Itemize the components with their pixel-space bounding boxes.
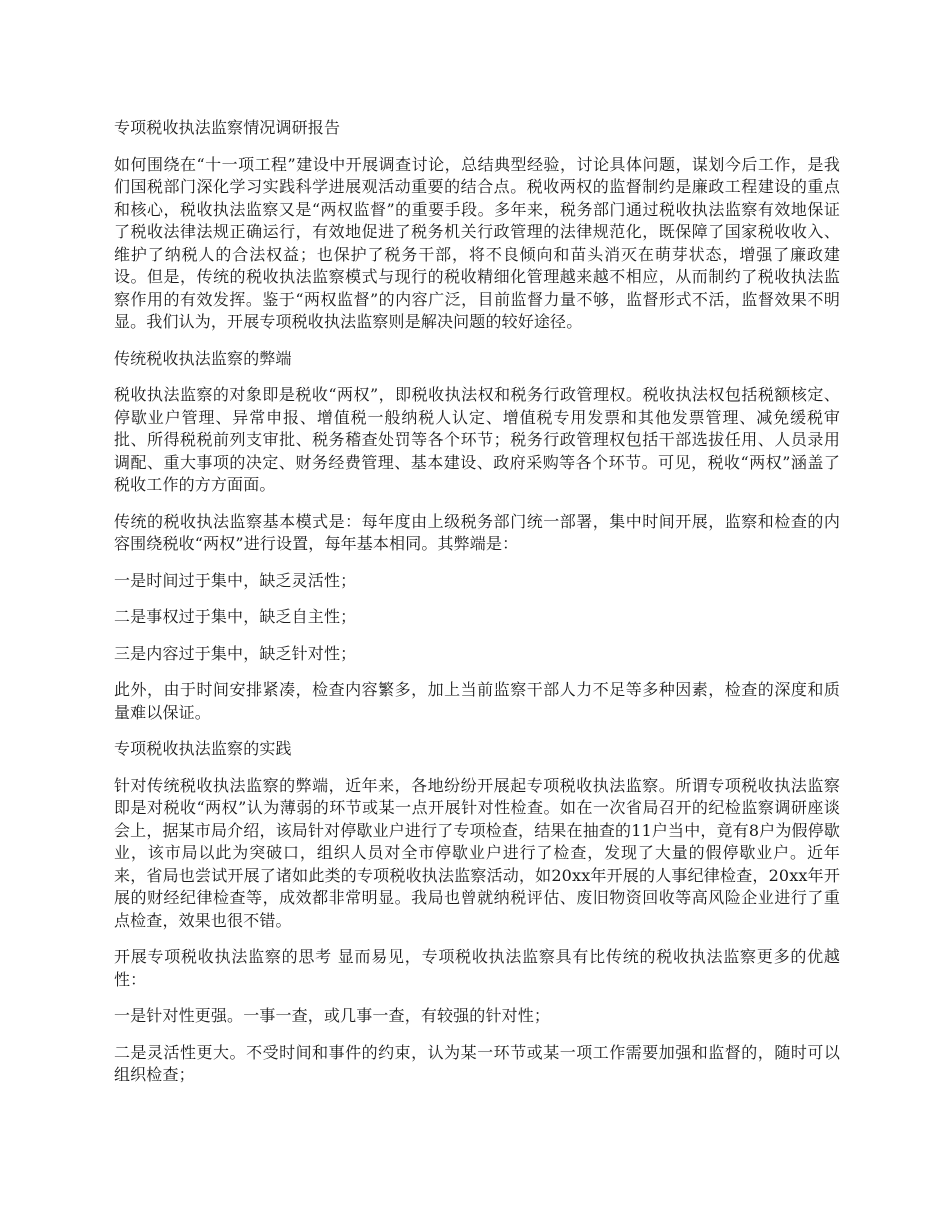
paragraph-traditional-mode: 传统的税收执法监察基本模式是：每年度由上级税务部门统一部署，集中时间开展，监察和检查的内容围绕税收“两权”进行设置，每年基本相同。其弊端是： [114,511,840,553]
list-item-advantage-1: 一是针对性更强。一事一查，或几事一查，有较强的针对性； [114,1006,551,1025]
list-item-advantage-2: 二是灵活性更大。不受时间和事件的约束，认为某一环节或某一项工作需要加强和监督的，随时可以组织检查； [114,1042,840,1084]
section-heading-drawbacks: 传统税收执法监察的弊端 [114,348,292,368]
list-item-drawback-3: 三是内容过于集中，缺乏针对性； [114,643,357,663]
paragraph-intro: 如何围绕在“十一项工程”建设中开展调查讨论，总结典型经验，讨论具体问题，谋划今后工作，是我们国税部门深化学习实践科学进展观活动重要的结合点。税收两权的监督制约是廉政工程建设的重点和核心，税收执法监察又是“两权监督”的重要手段。多年来，税务部门通过税收执法监察有效地保证了税收法律法规正确运行，有效地促进了税务机关行政管理的法律规范化，既保障了国家税收收入、维护了纳税人的合法权益；也保护了税务干部，将不良倾向和苗头消灭在萌芽状态，增强了廉政建设。但是，传统的税收执法监察模式与现行的税收精细化管理越来越不相应，从而制约了税收执法监察作用的有效发挥。鉴于“两权监督”的内容广泛，目前监督力量不够，监督形式不活，监督效果不明显。我们认为，开展专项税收执法监察则是解决问题的较好途径。 [114,154,840,331]
paragraph-scope: 税收执法监察的对象即是税收“两权”，即税收执法权和税务行政管理权。税收执法权包括税额核定、停歇业户管理、异常申报、增值税一般纳税人认定、增值税专用发票和其他发票管理、减免缓税审批、所得税税前列支审批、税务稽查处罚等各个环节；税务行政管理权包括干部选拔任用、人员录用调配、重大事项的决定、财务经费管理、基本建设、政府采购等各个环节。可见，税收“两权”涵盖了税收工作的方方面面。 [114,385,840,494]
document-page [114,117,840,1101]
document-title: 专项税收执法监察情况调研报告 [114,118,341,137]
paragraph-thinking: 开展专项税收执法监察的思考 显而易见，专项税收执法监察具有比传统的税收执法监察更多的优越性： [114,947,840,989]
list-item-drawback-2: 二是事权过于集中，缺乏自主性； [114,607,357,626]
list-item-drawback-1: 一是时间过于集中，缺乏灵活性； [114,570,357,590]
paragraph-additional: 此外，由于时间安排紧凑，检查内容繁多，加上当前监察干部人力不足等多种因素，检查的深度和质量难以保证。 [114,680,840,722]
paragraph-practice: 针对传统税收执法监察的弊端，近年来，各地纷纷开展起专项税收执法监察。所谓专项税收执法监察即是对税收“两权”认为薄弱的环节或某一点开展针对性检查。如在一次省局召开的纪检监察调研座谈会上，据某市局介绍，该局针对停歇业户进行了专项检查，结果在抽查的11户当中，竟有8户为假停歇业，该市局以此为突破口，组织人员对全市停歇业户进行了检查，发现了大量的假停歇业户。近年来，省局也尝试开展了诸如此类的专项税收执法监察活动，如20xx年开展的人事纪律检查，20xx年开展的财经纪律检查等，成效都非常明显。我局也曾就纳税评估、废旧物资回收等高风险企业进行了重点检查，效果也很不错。 [114,775,840,930]
section-heading-practice: 专项税收执法监察的实践 [114,739,292,758]
